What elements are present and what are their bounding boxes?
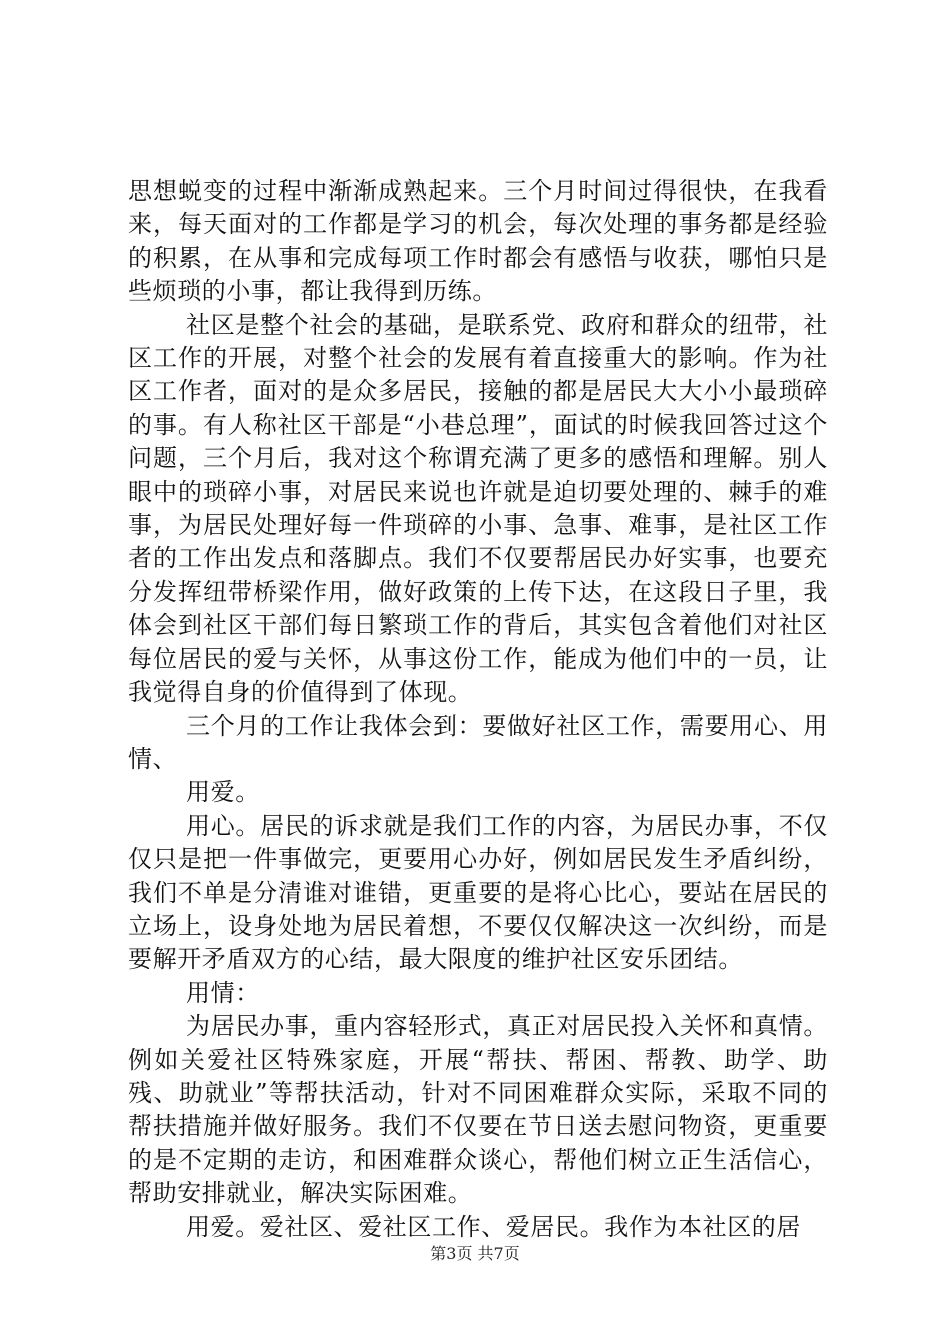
body-text bbox=[128, 175, 828, 1244]
paragraph: 用爱。爱社区、爱社区工作、爱居民。我作为本社区的居 bbox=[186, 1212, 801, 1241]
paragraph: 为居民办事，重内容轻形式，真正对居民投入关怀和真情。例如关爱社区特殊家庭，开展“帮扶、帮困、帮教、助学、助残、助就业”等帮扶活动，针对不同困难群众实际，采取不同的帮扶措施并做好服务。我们不仅要在节日送去慰问物资，更重要的是不定期的走访，和困难群众谈心，帮他们树立正生活信心，帮助安排就业，解决实际困难。 bbox=[128, 1012, 828, 1208]
paragraph: 三个月的工作让我体会到：要做好社区工作，需要用心、用情、 bbox=[128, 711, 828, 773]
paragraph: 用心。居民的诉求就是我们工作的内容，为居民办事，不仅仅只是把一件事做完，更要用心办好，例如居民发生矛盾纠纷，我们不单是分清谁对谁错，更重要的是将心比心，要站在居民的立场上，设身处地为居民着想，不要仅仅解决这一次纠纷，而是要解开矛盾双方的心结，最大限度的维护社区安乐团结。 bbox=[128, 811, 828, 974]
paragraph: 思想蜕变的过程中渐渐成熟起来。三个月时间过得很快，在我看来，每天面对的工作都是学习的机会，每次处理的事务都是经验的积累，在从事和完成每项工作时都会有感悟与收获，哪怕只是些烦琐的小事，都让我得到历练。 bbox=[128, 177, 828, 306]
paragraph: 用爱。 bbox=[186, 778, 260, 807]
paragraph: 用情： bbox=[186, 978, 260, 1007]
page-number-footer: 第3页 共7页 bbox=[430, 1244, 520, 1263]
paragraph: 社区是整个社会的基础，是联系党、政府和群众的纽带，社区工作的开展，对整个社会的发展有着直接重大的影响。作为社区工作者，面对的是众多居民，接触的都是居民大大小小最琐碎的事。有人称社区干部是“小巷总理”，面试的时候我回答过这个问题，三个月后，我对这个称谓充满了更多的感悟和理解。别人眼中的琐碎小事，对居民来说也许就是迫切要处理的、棘手的难事，为居民处理好每一件琐碎的小事、急事、难事，是社区工作者的工作出发点和落脚点。我们不仅要帮居民办好实事，也要充分发挥纽带桥梁作用，做好政策的上传下达，在这段日子里，我体会到社区干部们每日繁琐工作的背后，其实包含着他们对社区每位居民的爱与关怀，从事这份工作，能成为他们中的一员，让我觉得自身的价值得到了体现。 bbox=[128, 310, 828, 707]
